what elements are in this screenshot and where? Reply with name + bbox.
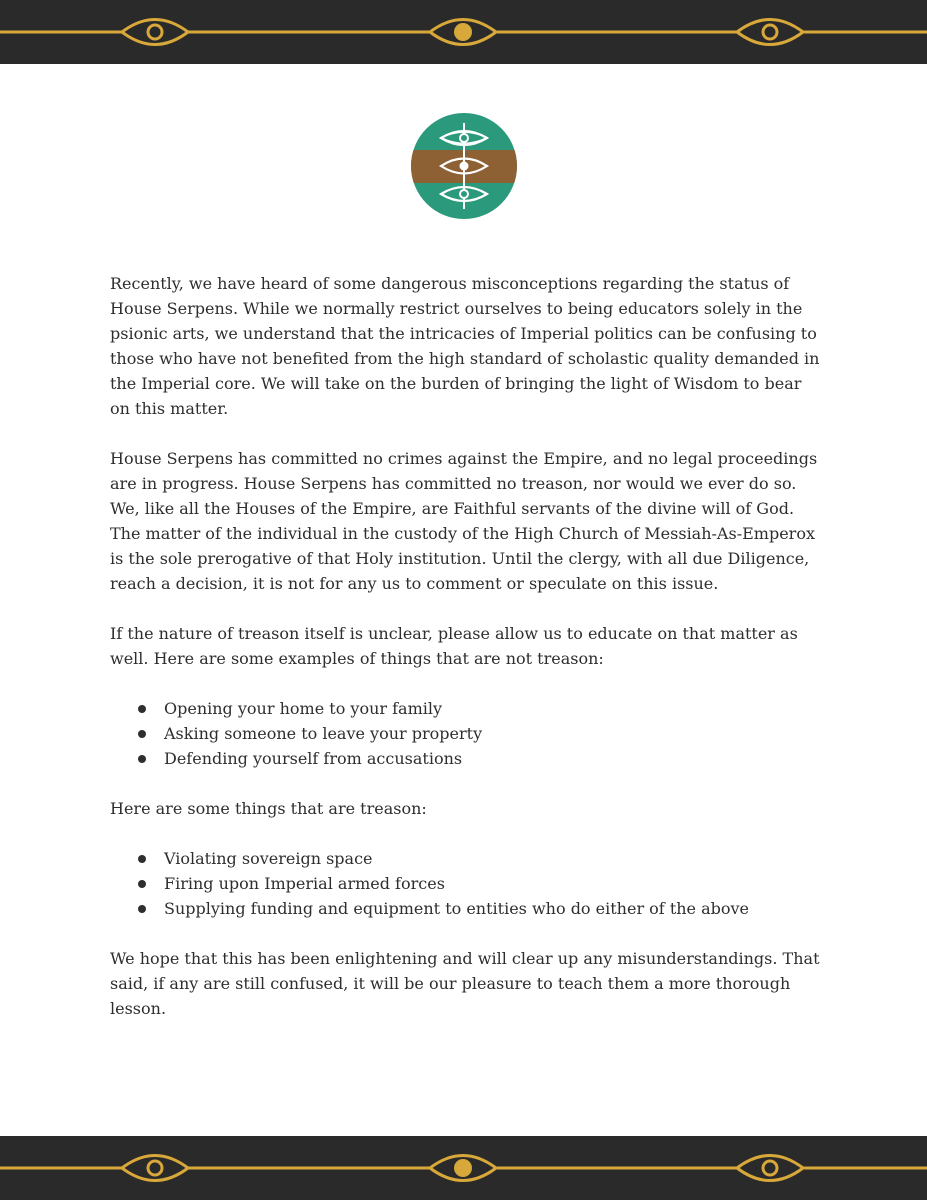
list-item: Firing upon Imperial armed forces <box>110 871 820 896</box>
bullet-icon <box>138 855 146 863</box>
top-decorative-band <box>0 0 927 64</box>
eye-ring-icon <box>122 19 188 45</box>
eye-solid-icon <box>430 19 496 45</box>
eye-ring-icon <box>737 1155 803 1181</box>
bullet-icon <box>138 705 146 713</box>
bullet-icon <box>138 880 146 888</box>
bottom-decorative-band <box>0 1136 927 1200</box>
list-item: Defending yourself from accusations <box>110 746 820 771</box>
list-item: Asking someone to leave your property <box>110 721 820 746</box>
list-item: Supplying funding and equipment to entities who do either of the above <box>110 896 820 921</box>
eye-ring-icon <box>737 19 803 45</box>
not-treason-list <box>110 696 820 771</box>
treason-list <box>110 846 820 921</box>
house-emblem <box>411 113 517 219</box>
eye-ring-icon <box>122 1155 188 1181</box>
treason-intro-paragraph: Here are some things that are treason: <box>110 799 427 818</box>
treason-definition-paragraph: If the nature of treason itself is unclear, please allow us to educate on that matter as well. Here are some examples of things that are not treason: <box>110 624 798 668</box>
eye-solid-icon <box>430 1155 496 1181</box>
bullet-icon <box>138 755 146 763</box>
statement-body <box>110 271 820 1046</box>
list-item: Violating sovereign space <box>110 846 820 871</box>
innocence-paragraph: House Serpens has committed no crimes against the Empire, and no legal proceedings are in progress. House Serpens has committed no treason, nor would we ever do so. We, like all the Houses of the Empire, are Faithful servants of the divine will of God. The matter of the individual in the custody of the High Church of Messiah-As-Emperox is the sole prerogative of that Holy institution. Until the clergy, with all due Diligence, reach a decision, it is not for any us to comment or speculate on this issue. <box>110 449 818 593</box>
list-item: Opening your home to your family <box>110 696 820 721</box>
intro-paragraph: Recently, we have heard of some dangerous misconceptions regarding the status of House Serpens. While we normally restrict ourselves to being educators solely in the psionic arts, we understand that the intricacies of Imperial politics can be confusing to those who have not benefited from the high standard of scholastic quality demanded in the Imperial core. We will take on the burden of bringing the light of Wisdom to bear on this matter. <box>110 274 820 418</box>
bullet-icon <box>138 730 146 738</box>
bullet-icon <box>138 905 146 913</box>
closing-paragraph: We hope that this has been enlightening and will clear up any misunderstandings. That said, if any are still confused, it will be our pleasure to teach them a more thorough lesson. <box>110 949 820 1018</box>
